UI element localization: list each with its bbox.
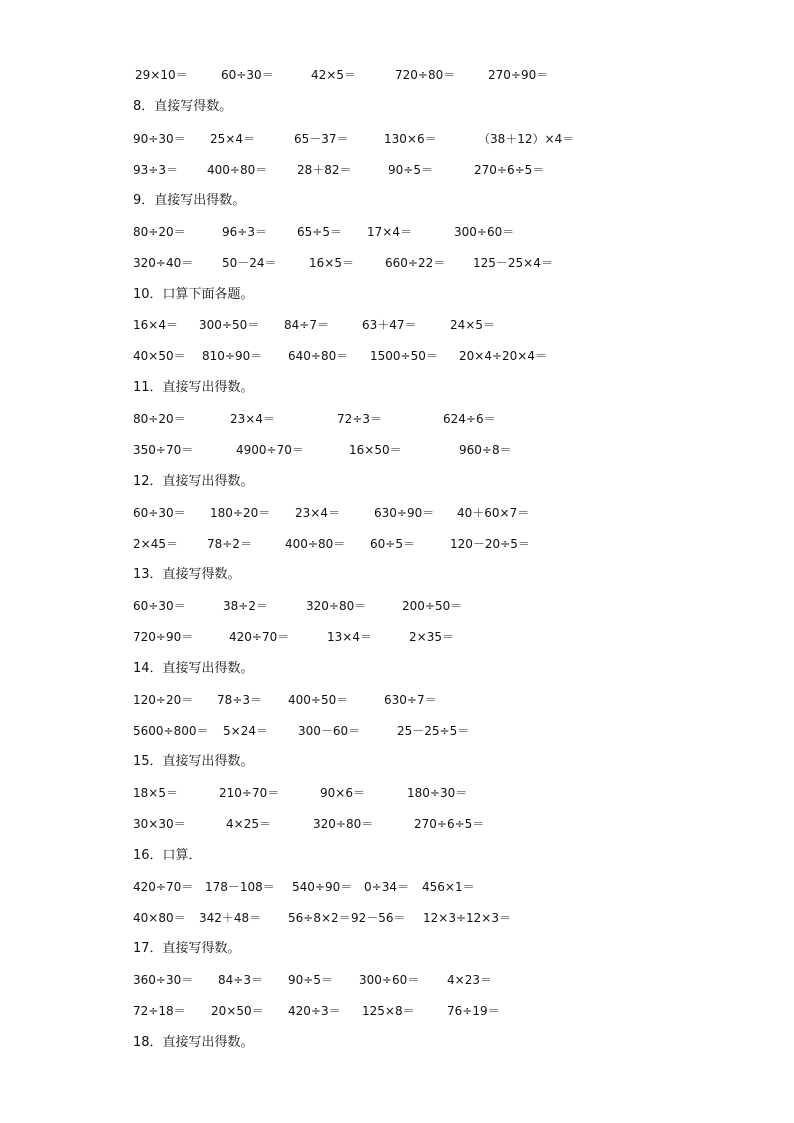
problem-heading: 16．口算． xyxy=(133,848,202,863)
problem-row xyxy=(0,439,794,461)
arithmetic-problem: 23×4＝ xyxy=(230,412,275,426)
arithmetic-problem: 342＋48＝ xyxy=(199,911,262,925)
arithmetic-problem: 120÷20＝ xyxy=(133,693,194,707)
problem-row xyxy=(0,626,794,648)
problem-heading: 18．直接写出得数。 xyxy=(133,1035,254,1050)
arithmetic-problem: 72÷18＝ xyxy=(133,1004,186,1018)
arithmetic-problem: 80÷20＝ xyxy=(133,225,186,239)
arithmetic-problem: 630÷90＝ xyxy=(374,506,435,520)
problem-heading: 17．直接写得数。 xyxy=(133,941,241,956)
arithmetic-problem: 400÷80＝ xyxy=(207,163,268,177)
arithmetic-problem: 60÷30＝ xyxy=(133,506,186,520)
arithmetic-problem: 540÷90＝ xyxy=(292,880,353,894)
arithmetic-problem: 56÷8×2＝ xyxy=(288,911,351,925)
arithmetic-problem: 90×6＝ xyxy=(320,786,365,800)
problem-row xyxy=(0,64,794,86)
arithmetic-problem: 28＋82＝ xyxy=(297,163,352,177)
arithmetic-problem: 90÷5＝ xyxy=(288,973,333,987)
problem-row xyxy=(0,533,794,555)
arithmetic-problem: 29×10＝ xyxy=(135,68,188,82)
arithmetic-problem: 180÷20＝ xyxy=(210,506,271,520)
problem-row xyxy=(0,689,794,711)
arithmetic-problem: 20×50＝ xyxy=(211,1004,264,1018)
arithmetic-problem: 84÷7＝ xyxy=(284,318,329,332)
problem-heading: 12．直接写出得数。 xyxy=(133,474,254,489)
arithmetic-problem: 23×4＝ xyxy=(295,506,340,520)
arithmetic-problem: 320÷80＝ xyxy=(306,599,367,613)
arithmetic-problem: 20×4÷20×4＝ xyxy=(459,349,547,363)
arithmetic-problem: 350÷70＝ xyxy=(133,443,194,457)
arithmetic-problem: 300÷60＝ xyxy=(454,225,515,239)
arithmetic-problem: 270÷6÷5＝ xyxy=(414,817,485,831)
problem-heading: 15．直接写出得数。 xyxy=(133,754,254,769)
problem-heading: 8．直接写得数。 xyxy=(133,99,233,114)
arithmetic-problem: 960÷8＝ xyxy=(459,443,512,457)
arithmetic-problem: 16×4＝ xyxy=(133,318,178,332)
problem-heading: 13．直接写得数。 xyxy=(133,567,241,582)
arithmetic-problem: 270÷6÷5＝ xyxy=(474,163,545,177)
arithmetic-problem: 25－25÷5＝ xyxy=(397,724,470,738)
problem-row xyxy=(0,408,794,430)
arithmetic-problem: 17×4＝ xyxy=(367,225,412,239)
arithmetic-problem: 2×35＝ xyxy=(409,630,454,644)
arithmetic-problem: 630÷7＝ xyxy=(384,693,437,707)
arithmetic-problem: 130×6＝ xyxy=(384,132,437,146)
arithmetic-problem: 18×5＝ xyxy=(133,786,178,800)
problem-heading: 10．口算下面各题。 xyxy=(133,287,254,302)
arithmetic-problem: 720÷90＝ xyxy=(133,630,194,644)
problem-row xyxy=(0,252,794,274)
problem-row xyxy=(0,159,794,181)
arithmetic-problem: 90÷5＝ xyxy=(388,163,433,177)
arithmetic-problem: 810÷90＝ xyxy=(202,349,263,363)
arithmetic-problem: 360÷30＝ xyxy=(133,973,194,987)
arithmetic-problem: 24×5＝ xyxy=(450,318,495,332)
arithmetic-problem: 300－60＝ xyxy=(298,724,361,738)
problem-row xyxy=(0,1000,794,1022)
problem-row xyxy=(0,782,794,804)
arithmetic-problem: 60÷5＝ xyxy=(370,537,415,551)
problem-row xyxy=(0,502,794,524)
arithmetic-problem: 93÷3＝ xyxy=(133,163,178,177)
arithmetic-problem: 4×25＝ xyxy=(226,817,271,831)
arithmetic-problem: 63＋47＝ xyxy=(362,318,417,332)
arithmetic-problem: 400÷80＝ xyxy=(285,537,346,551)
problem-row xyxy=(0,969,794,991)
arithmetic-problem: 80÷20＝ xyxy=(133,412,186,426)
arithmetic-problem: 78÷3＝ xyxy=(217,693,262,707)
arithmetic-problem: 660÷22＝ xyxy=(385,256,446,270)
problem-row xyxy=(0,128,794,150)
arithmetic-problem: 16×5＝ xyxy=(309,256,354,270)
problem-row xyxy=(0,813,794,835)
arithmetic-problem: 2×45＝ xyxy=(133,537,178,551)
problem-heading: 14．直接写出得数。 xyxy=(133,661,254,676)
arithmetic-problem: 0÷34＝ xyxy=(364,880,409,894)
arithmetic-problem: 300÷50＝ xyxy=(199,318,260,332)
arithmetic-problem: 30×30＝ xyxy=(133,817,186,831)
arithmetic-problem: 624÷6＝ xyxy=(443,412,496,426)
arithmetic-problem: （38＋12）×4＝ xyxy=(478,132,575,146)
arithmetic-problem: 72÷3＝ xyxy=(337,412,382,426)
arithmetic-problem: 270÷90＝ xyxy=(488,68,549,82)
arithmetic-problem: 40＋60×7＝ xyxy=(457,506,530,520)
arithmetic-problem: 65－37＝ xyxy=(294,132,349,146)
arithmetic-problem: 125－25×4＝ xyxy=(473,256,553,270)
problem-row xyxy=(0,595,794,617)
arithmetic-problem: 200÷50＝ xyxy=(402,599,463,613)
arithmetic-problem: 5×24＝ xyxy=(223,724,268,738)
arithmetic-problem: 210÷70＝ xyxy=(219,786,280,800)
arithmetic-problem: 400÷50＝ xyxy=(288,693,349,707)
problem-row xyxy=(0,907,794,929)
arithmetic-problem: 1500÷50＝ xyxy=(370,349,438,363)
problem-heading: 11．直接写出得数。 xyxy=(133,380,254,395)
arithmetic-problem: 4900÷70＝ xyxy=(236,443,304,457)
arithmetic-problem: 178－108＝ xyxy=(205,880,275,894)
arithmetic-problem: 50－24＝ xyxy=(222,256,277,270)
arithmetic-problem: 125×8＝ xyxy=(362,1004,415,1018)
arithmetic-problem: 5600÷800＝ xyxy=(133,724,209,738)
arithmetic-problem: 420÷3＝ xyxy=(288,1004,341,1018)
arithmetic-problem: 76÷19＝ xyxy=(447,1004,500,1018)
arithmetic-problem: 84÷3＝ xyxy=(218,973,263,987)
arithmetic-problem: 320÷80＝ xyxy=(313,817,374,831)
arithmetic-problem: 92－56＝ xyxy=(351,911,406,925)
arithmetic-problem: 90÷30＝ xyxy=(133,132,186,146)
arithmetic-problem: 720÷80＝ xyxy=(395,68,456,82)
arithmetic-problem: 180÷30＝ xyxy=(407,786,468,800)
arithmetic-problem: 60÷30＝ xyxy=(133,599,186,613)
arithmetic-problem: 13×4＝ xyxy=(327,630,372,644)
problem-row xyxy=(0,221,794,243)
arithmetic-problem: 78÷2＝ xyxy=(207,537,252,551)
arithmetic-problem: 40×80＝ xyxy=(133,911,186,925)
arithmetic-problem: 25×4＝ xyxy=(210,132,255,146)
arithmetic-problem: 300÷60＝ xyxy=(359,973,420,987)
arithmetic-problem: 320÷40＝ xyxy=(133,256,194,270)
arithmetic-problem: 96÷3＝ xyxy=(222,225,267,239)
arithmetic-problem: 456×1＝ xyxy=(422,880,475,894)
problem-heading: 9．直接写出得数。 xyxy=(133,193,246,208)
problem-row xyxy=(0,345,794,367)
problem-row xyxy=(0,720,794,742)
arithmetic-problem: 420÷70＝ xyxy=(229,630,290,644)
arithmetic-problem: 420÷70＝ xyxy=(133,880,194,894)
arithmetic-problem: 4×23＝ xyxy=(447,973,492,987)
arithmetic-problem: 38÷2＝ xyxy=(223,599,268,613)
arithmetic-problem: 16×50＝ xyxy=(349,443,402,457)
arithmetic-problem: 640÷80＝ xyxy=(288,349,349,363)
arithmetic-problem: 42×5＝ xyxy=(311,68,356,82)
problem-row xyxy=(0,314,794,336)
arithmetic-problem: 40×50＝ xyxy=(133,349,186,363)
arithmetic-problem: 60÷30＝ xyxy=(221,68,274,82)
problem-row xyxy=(0,876,794,898)
arithmetic-problem: 12×3÷12×3＝ xyxy=(423,911,511,925)
arithmetic-problem: 65÷5＝ xyxy=(297,225,342,239)
arithmetic-problem: 120－20÷5＝ xyxy=(450,537,530,551)
